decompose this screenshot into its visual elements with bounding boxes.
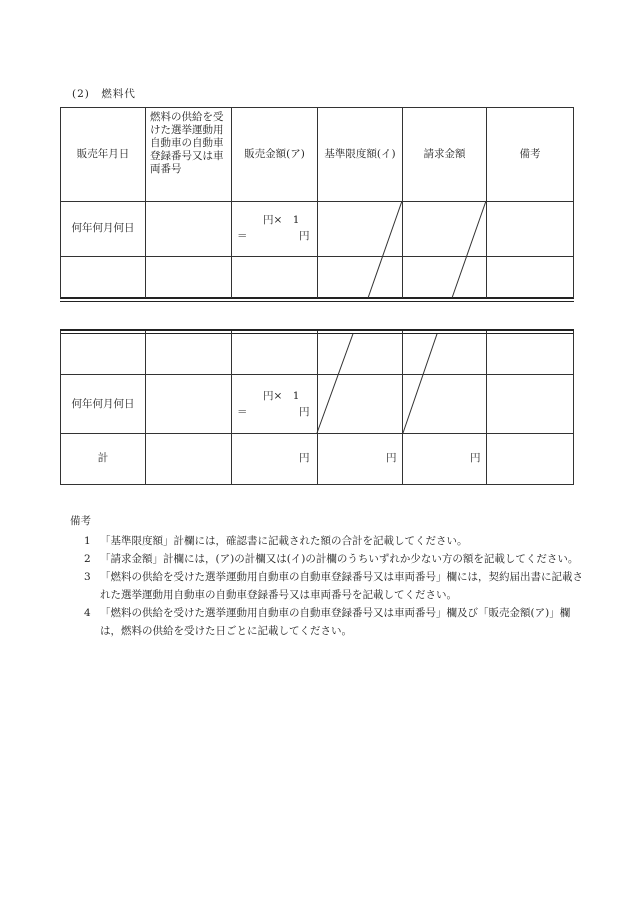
- note-text: 「請求金額」計欄には，(ア)の計欄又は(イ)の計欄のうちいずれか少ない方の額を記載してください。: [100, 553, 579, 565]
- header-sale-amount: 販売金額(ア): [244, 148, 305, 160]
- total-label: 計: [97, 452, 109, 464]
- row-date-2: 何年何月何日: [71, 398, 135, 410]
- header-claim-amount: 請求金額: [423, 148, 466, 160]
- header-vehicle-number: 燃料の供給を受けた選挙運動用自動車の自動車登録番号又は車両番号: [150, 111, 224, 175]
- amount-formula-yen: 円: [299, 230, 310, 242]
- section-heading: (2) 燃料代: [72, 88, 136, 100]
- note-text: 「基準限度額」計欄には，確認書に記載された額の合計を記載してください。: [100, 535, 468, 547]
- note-number: 2: [84, 553, 91, 565]
- amount-formula-eq-2: ＝: [237, 406, 248, 418]
- total-claim-amount-yen: 円: [470, 452, 481, 464]
- amount-formula-line1-2: 円× 1: [263, 390, 300, 402]
- note-number: 4: [84, 607, 91, 619]
- note-item: [70, 532, 590, 550]
- total-standard-limit-yen: 円: [386, 452, 397, 464]
- note-item: [70, 604, 590, 640]
- notes-list: [70, 532, 590, 640]
- amount-formula-yen-2: 円: [299, 406, 310, 418]
- notes-section: [70, 512, 590, 640]
- note-text: 「燃料の供給を受けた選挙運動用自動車の自動車登録番号又は車両番号」欄には，契約届出書に記載された選挙運動用自動車の自動車登録番号又は車両番号を記載してください。: [100, 571, 583, 601]
- header-sale-date: 販売年月日: [76, 148, 130, 160]
- row-date: 何年何月何日: [71, 222, 135, 234]
- header-standard-limit: 基準限度額(イ): [324, 148, 396, 160]
- header-remarks: 備考: [519, 148, 541, 160]
- note-number: 1: [84, 535, 91, 547]
- amount-formula-line1: 円× 1: [263, 214, 300, 226]
- note-item: [70, 550, 590, 568]
- note-number: 3: [84, 571, 91, 583]
- total-sale-amount-yen: 円: [299, 452, 310, 464]
- amount-formula-eq: ＝: [237, 230, 248, 242]
- notes-title: 備考: [70, 515, 91, 527]
- note-text: 「燃料の供給を受けた選挙運動用自動車の自動車登録番号又は車両番号」欄及び「販売金額(ア)」欄は，燃料の供給を受けた日ごとに記載してください。: [100, 607, 571, 637]
- note-item: [70, 568, 590, 604]
